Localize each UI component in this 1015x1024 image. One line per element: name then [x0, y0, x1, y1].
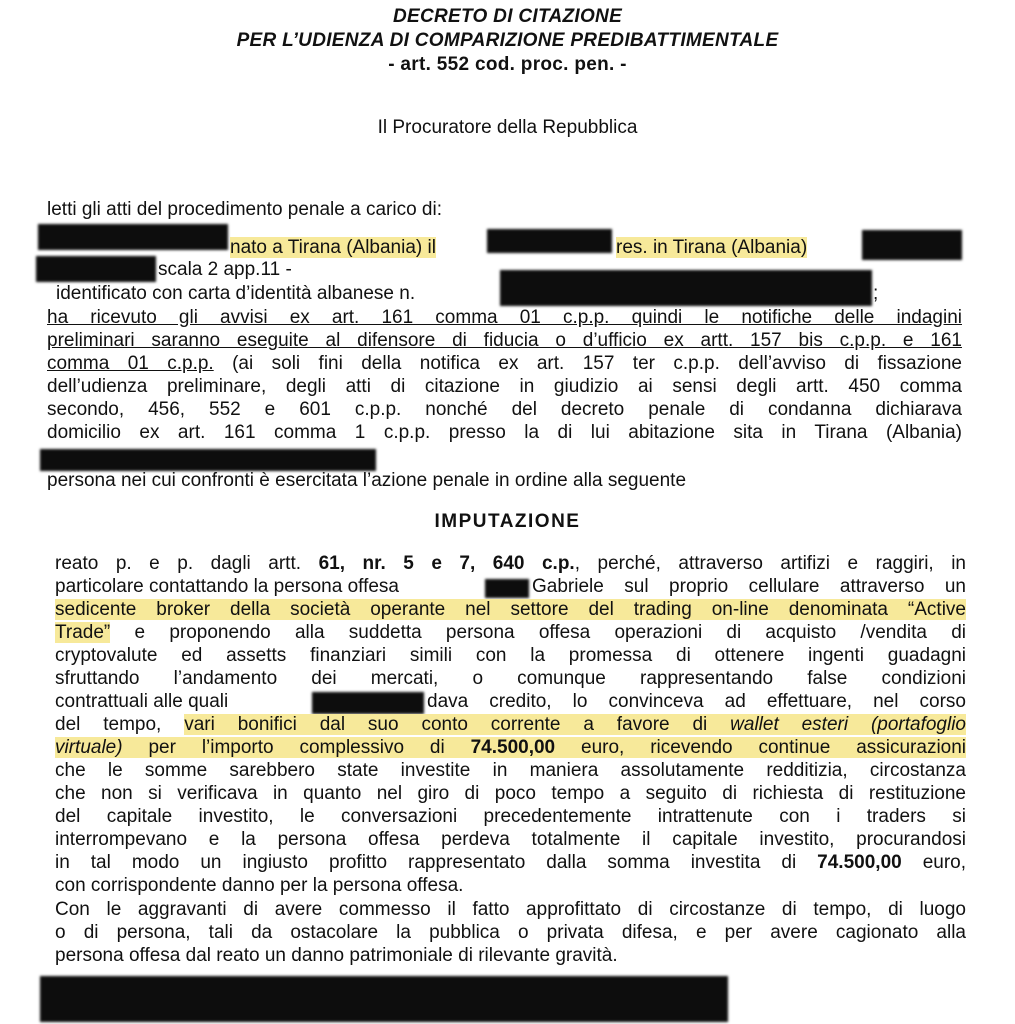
charge-l9b: per l’importo complessivo di — [148, 737, 445, 758]
charge-line-11: che non si verificava in quanto nel giro di poco tempo a seguito di richiesta di restituzione — [55, 783, 966, 804]
charge-line-2a: particolare contattando la persona offesa — [55, 576, 399, 597]
charge-line-2b: Gabriele sul proprio cellulare attraverso un — [532, 576, 966, 597]
notice-line-5: secondo, 456, 552 e 601 c.p.p. nonché del decreto penale di condanna dichiarava — [47, 399, 962, 420]
birth-text: nato a Tirana (Albania) il — [230, 237, 436, 258]
redacted-footer — [40, 976, 728, 1022]
charge-line-14 — [55, 852, 966, 874]
document-title-line-3: - art. 552 cod. proc. pen. - — [388, 54, 627, 75]
charge-l9a: virtuale) — [55, 737, 123, 758]
charge-l1c: , perché, attraverso artifizi e raggiri, in — [574, 553, 966, 574]
section-title-imputazione: IMPUTAZIONE — [434, 511, 581, 532]
notice-line-3-underlined: comma 01 c.p.p. — [47, 353, 214, 374]
charge-l14c: euro, — [922, 852, 967, 873]
redacted-birthdate — [487, 229, 612, 253]
against-text: persona nei cui confronti è esercitata l’azione penale in ordine alla seguente — [47, 470, 687, 491]
charge-l4b: e proponendo alla suddetta persona offesa operazioni di acquisto /vendita di — [134, 622, 967, 643]
charge-l8a: del tempo, — [55, 714, 162, 735]
charge-l1a: reato p. e p. dagli artt. — [55, 553, 302, 574]
charge-line-9 — [55, 737, 966, 759]
notice-line-4: dell’udienza preliminare, degli atti di citazione in giudizio ai sensi degli artt. 450 comma — [47, 376, 962, 397]
charge-articles: 61, nr. 5 e 7, 640 c.p. — [318, 553, 575, 574]
charge-l8b: vari bonifici dal suo conto corrente a favore di — [184, 714, 708, 735]
aggravating-line-2: o di persona, tali da ostacolare la pubblica o privata difesa, e per avere cagionato alla — [55, 922, 966, 943]
charge-line-5: cryptovalute ed assetts finanziari simili con la promessa di ottenere ingenti guadagni — [55, 645, 966, 666]
redacted-domicile-address — [40, 449, 376, 471]
issuing-authority: Il Procuratore della Repubblica — [377, 117, 638, 138]
aggravating-line-3: persona offesa dal reato un danno patrimoniale di rilevante gravità. — [55, 945, 618, 966]
charge-line-3 — [55, 599, 966, 621]
address-tail: scala 2 app.11 - — [158, 259, 292, 280]
aggravating-line-1: Con le aggravanti di avere commesso il fatto approfittato di circostanze di tempo, di luogo — [55, 899, 966, 920]
charge-line-7a: contrattuali alle quali — [55, 691, 229, 712]
charge-line-1 — [55, 553, 966, 575]
charge-l4a: Trade” — [55, 622, 111, 643]
charge-line-15: con corrispondente danno per la persona offesa. — [55, 875, 464, 896]
notice-line-3-rest: (ai soli fini della notifica ex art. 157 ter c.p.p. dell’avviso di fissazione — [232, 353, 962, 374]
document-title-line-1: DECRETO DI CITAZIONE — [392, 6, 623, 27]
charge-l9d: euro, ricevendo continue assicurazioni — [581, 737, 967, 758]
notice-line-3 — [47, 353, 962, 375]
document-title-line-2: PER L’UDIENZA DI COMPARIZIONE PREDIBATTIMENTALE — [236, 30, 779, 51]
charge-l9-highlight — [55, 737, 966, 758]
charge-line-12: del capitale investito, le conversazioni precedentemente intrattenute con i traders si — [55, 806, 966, 827]
id-card-text: identificato con carta d’identità albanese n. — [56, 283, 416, 304]
charge-line-13: interrompevano e la persona offesa perdeva totalmente il capitale investito, procurandosi — [55, 829, 966, 850]
notice-line-2: preliminari saranno eseguite al difensore di fiducia o d’ufficio ex artt. 157 bis c.p.p. e 161 — [47, 330, 962, 351]
intro-text: letti gli atti del procedimento penale a carico di: — [47, 199, 443, 220]
charge-line-8 — [55, 714, 966, 736]
defendant-residence — [616, 237, 807, 259]
charge-l14a: in tal modo un ingiusto profitto rappresentato dalla somma investita di — [55, 852, 797, 873]
redacted-address-number — [36, 256, 156, 282]
id-card-semicolon: ; — [873, 283, 879, 304]
charge-l8c: wallet esteri (portafoglio — [730, 714, 966, 735]
notice-line-1: ha ricevuto gli avvisi ex art. 161 comma 01 c.p.p. quindi le notifiche delle indagini — [47, 307, 962, 328]
notice-line-6: domicilio ex art. 161 comma 1 c.p.p. presso la di lui abitazione sita in Tirana (Albania) — [47, 422, 962, 443]
residence-text: res. in Tirana (Albania) — [616, 237, 808, 258]
charge-line-7b: dava credito, lo convinceva ad effettuare, nel corso — [427, 691, 966, 712]
redacted-id-number — [500, 270, 872, 306]
charge-l8-highlight — [184, 714, 966, 735]
redacted-name — [38, 224, 228, 250]
redacted-street — [862, 230, 962, 260]
charge-line-4 — [55, 622, 966, 644]
charge-l3: sedicente broker della società operante nel settore del trading on-line denominata “Active — [55, 599, 966, 620]
charge-line-10: che le somme sarebbero state investite in maniera assolutamente redditizia, circostanza — [55, 760, 966, 781]
charge-amount-2: 74.500,00 — [817, 852, 902, 873]
charge-amount-1: 74.500,00 — [470, 737, 556, 758]
charge-line-6: sfruttando l’andamento dei mercati, o comunque rappresentando false condizioni — [55, 668, 966, 689]
redacted-surname-2 — [312, 692, 424, 714]
redacted-surname-1 — [485, 579, 529, 598]
defendant-birth — [230, 237, 436, 259]
